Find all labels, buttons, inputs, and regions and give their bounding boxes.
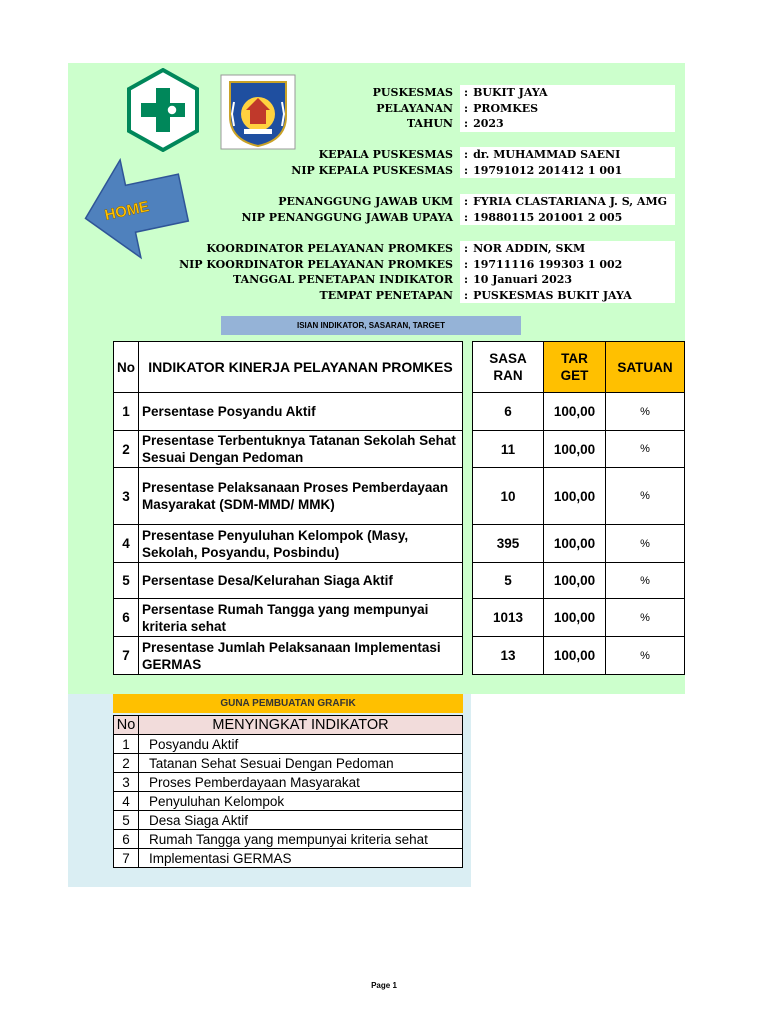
row-indikator: Persentase Desa/Kelurahan Siaga Aktif [139,563,463,599]
row-text: Posyandu Aktif [139,735,463,754]
row-sasaran: 11 [473,431,544,468]
info-row [150,241,675,257]
row-no: 6 [114,830,139,849]
identity-info [150,85,675,132]
table-row [114,563,463,599]
info-row [150,116,675,132]
info-value: : 19711116 199303 1 002 [460,257,675,273]
row-indikator: Persentase Rumah Tangga yang mempunyai kriteria sehat [139,599,463,637]
table-row [114,735,463,754]
row-satuan: % [606,599,685,637]
row-text: Penyuluhan Kelompok [139,792,463,811]
table-row [114,792,463,811]
table-row [114,811,463,830]
home-label: HOME [103,198,151,225]
row-no: 1 [114,393,139,431]
info-value: : NOR ADDIN, SKM [460,241,675,257]
info-row [150,163,675,179]
info-row [150,288,675,304]
isian-section-bar: ISIAN INDIKATOR, SASARAN, TARGET [221,316,521,335]
info-value: : dr. MUHAMMAD SAENI [460,147,675,163]
table-row [114,468,463,525]
table-header-row [114,342,463,393]
row-satuan: % [606,637,685,675]
info-label: PUSKESMAS [372,86,453,99]
row-indikator: Persentase Posyandu Aktif [139,393,463,431]
info-value: : 2023 [460,116,675,132]
row-no: 2 [114,431,139,468]
header-no: No [114,716,139,735]
table-row [114,599,463,637]
info-row [150,147,675,163]
header-satuan: SATUAN [606,342,685,393]
table-row [114,773,463,792]
row-no: 3 [114,773,139,792]
row-no: 6 [114,599,139,637]
info-label: NIP KEPALA PUSKESMAS [291,163,453,177]
row-satuan: % [606,525,685,563]
table-header-row [473,342,685,393]
row-text: Tatanan Sehat Sesuai Dengan Pedoman [139,754,463,773]
penanggung-info [150,194,675,225]
table-row [114,525,463,563]
row-target: 100,00 [544,431,606,468]
row-no: 5 [114,811,139,830]
info-value: : 19880115 201001 2 005 [460,210,675,226]
row-sasaran: 10 [473,468,544,525]
info-row [150,85,675,101]
row-satuan: % [606,393,685,431]
info-row [150,257,675,273]
page-number: Page 1 [371,981,397,990]
info-value: : PROMKES [460,101,675,117]
row-no: 2 [114,754,139,773]
row-no: 4 [114,792,139,811]
row-no: 7 [114,849,139,868]
table-row [473,525,685,563]
header-sasaran: SASA RAN [473,342,544,393]
row-satuan: % [606,431,685,468]
info-value: : FYRIA CLASTARIANA J. S, AMG [460,194,675,210]
table-row [114,849,463,868]
info-label: PELAYANAN [376,101,453,115]
header-no: No [114,342,139,393]
table-row [473,431,685,468]
header-indikator: INDIKATOR KINERJA PELAYANAN PROMKES [139,342,463,393]
table-row [473,637,685,675]
info-label: NIP KOORDINATOR PELAYANAN PROMKES [179,257,453,271]
table-header-row [114,716,463,735]
row-no: 4 [114,525,139,563]
indicator-table [113,341,463,675]
row-sasaran: 5 [473,563,544,599]
info-value: : PUSKESMAS BUKIT JAYA [460,288,675,304]
info-row [150,272,675,288]
row-sasaran: 1013 [473,599,544,637]
info-row [150,194,675,210]
row-indikator: Presentase Jumlah Pelaksanaan Implementasi GERMAS [139,637,463,675]
row-no: 5 [114,563,139,599]
info-value: : BUKIT JAYA [460,85,675,101]
row-no: 1 [114,735,139,754]
row-satuan: % [606,563,685,599]
row-indikator: Presentase Penyuluhan Kelompok (Masy, Sekolah, Posyandu, Posbindu) [139,525,463,563]
table-row [114,637,463,675]
row-target: 100,00 [544,599,606,637]
info-label: TANGGAL PENETAPAN INDIKATOR [232,273,453,286]
row-sasaran: 395 [473,525,544,563]
koordinator-info [150,241,675,303]
info-row [150,101,675,117]
row-no: 7 [114,637,139,675]
row-target: 100,00 [544,393,606,431]
table-row [114,431,463,468]
table-row [114,754,463,773]
info-value: : 19791012 201412 1 001 [460,163,675,179]
row-target: 100,00 [544,525,606,563]
table-row [114,830,463,849]
short-indicator-table [113,715,463,868]
row-indikator: Presentase Terbentuknya Tatanan Sekolah Sehat Sesuai Dengan Pedoman [139,431,463,468]
info-value: : 10 Januari 2023 [460,272,675,288]
row-no: 3 [114,468,139,525]
info-label: PENANGGUNG JAWAB UKM [278,195,453,208]
info-label: TAHUN [406,117,453,130]
table-row [473,563,685,599]
row-sasaran: 6 [473,393,544,431]
header-target: TAR GET [544,342,606,393]
row-target: 100,00 [544,637,606,675]
table-row [473,599,685,637]
grafik-section-bar: GUNA PEMBUATAN GRAFIK [113,694,463,713]
row-text: Desa Siaga Aktif [139,811,463,830]
row-target: 100,00 [544,563,606,599]
info-label: NIP PENANGGUNG JAWAB UPAYA [241,210,453,224]
row-text: Proses Pemberdayaan Masyarakat [139,773,463,792]
row-sasaran: 13 [473,637,544,675]
table-row [473,468,685,525]
info-row [150,210,675,226]
row-satuan: % [606,468,685,525]
row-indikator: Presentase Pelaksanaan Proses Pemberdayaan Masyarakat (SDM-MMD/ MMK) [139,468,463,525]
table-row [114,393,463,431]
target-table [472,341,685,675]
info-label: KOORDINATOR PELAYANAN PROMKES [206,242,453,255]
row-text: Rumah Tangga yang mempunyai kriteria sehat [139,830,463,849]
kepala-info [150,147,675,178]
info-label: KEPALA PUSKESMAS [318,148,453,161]
row-target: 100,00 [544,468,606,525]
header-menyingkat: MENYINGKAT INDIKATOR [139,716,463,735]
table-row [473,393,685,431]
row-text: Implementasi GERMAS [139,849,463,868]
info-label: TEMPAT PENETAPAN [319,288,453,302]
